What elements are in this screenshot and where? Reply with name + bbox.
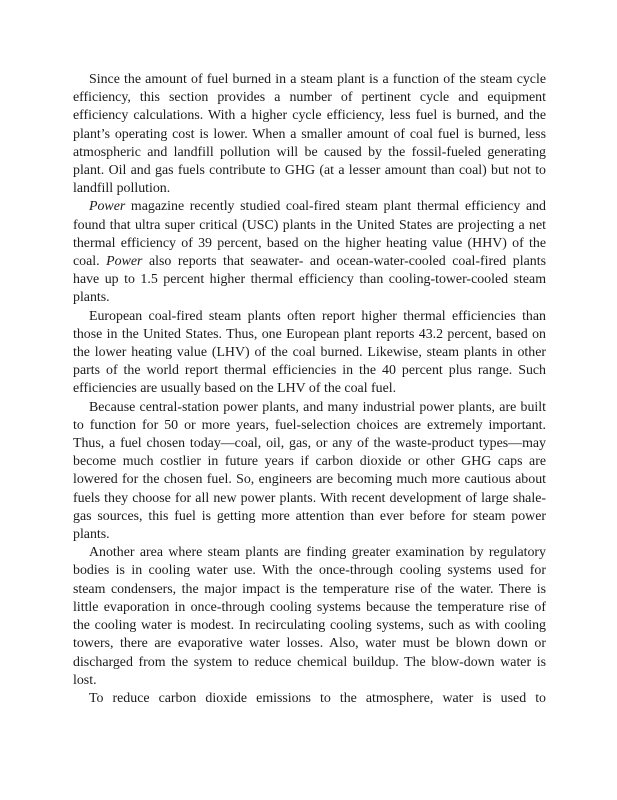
magazine-title: Power: [89, 199, 126, 215]
paragraph-cooling-water: Another area where steam plants are finding greater examination by regulatory bodies is in cooling water use. With the once-through cooling systems used for steam condensers, the major impact is the temperature rise of the water. There is little evaporation in once-through cooling systems because the temperature rise of the cooling water is modest. In recirculating cooling systems, such as with cooling towers, there are evaporative water losses. Also, water must be blown down or discharged from the system to reduce chemical buildup. The blow-down water is lost.: [73, 545, 546, 688]
document-page: [73, 71, 546, 708]
magazine-title: Power: [106, 254, 143, 270]
paragraph-power-magazine: Power magazine recently studied coal-fired steam plant thermal efficiency and found that ultra super critical (USC) plants in the United States are projecting a net thermal efficiency of 39 percent, based on the higher heating value (HHV) of the coal. Power also reports that seawater- and ocean-water-cooled coal-fired plants have up to 1.5 percent higher thermal efficiency than cooling-tower-cooled steam plants.: [73, 199, 546, 306]
paragraph-carbon-dioxide: To reduce carbon dioxide emissions to the atmosphere, water is used to: [89, 690, 546, 706]
paragraph-european-plants: European coal-fired steam plants often report higher thermal efficiencies than those in the United States. Thus, one European plant reports 43.2 percent, based on the lower heating value (LHV) of the coal burned. Likewise, steam plants in other parts of the world report thermal efficiencies in the 40 percent plus range. Such efficiencies are usually based on the LHV of the coal fuel.: [73, 308, 546, 397]
paragraph-fuel-selection: Because central-station power plants, and many industrial power plants, are built to function for 50 or more years, fuel-selection choices are extremely important. Thus, a fuel chosen today—coal, oil, gas, or any of the waste-product types—may become much costlier in future years if carbon dioxide or other GHG caps are lowered for the chosen fuel. So, engineers are becoming much more cautious about fuels they choose for all new power plants. With recent development of large shale-gas sources, this fuel is getting more attention than ever before for steam power plants.: [73, 399, 546, 543]
paragraph-fuel-efficiency: Since the amount of fuel burned in a steam plant is a function of the steam cycle efficiency, this section provides a number of pertinent cycle and equipment efficiency calculations. With a higher cycle efficiency, less fuel is burned, and the plant’s operating cost is lower. When a smaller amount of coal fuel is burned, less atmospheric and landfill pollution will be caused by the fossil-fueled generating plant. Oil and gas fuels contribute to GHG (at a lesser amount than coal) but not to landfill pollution.: [73, 72, 546, 197]
